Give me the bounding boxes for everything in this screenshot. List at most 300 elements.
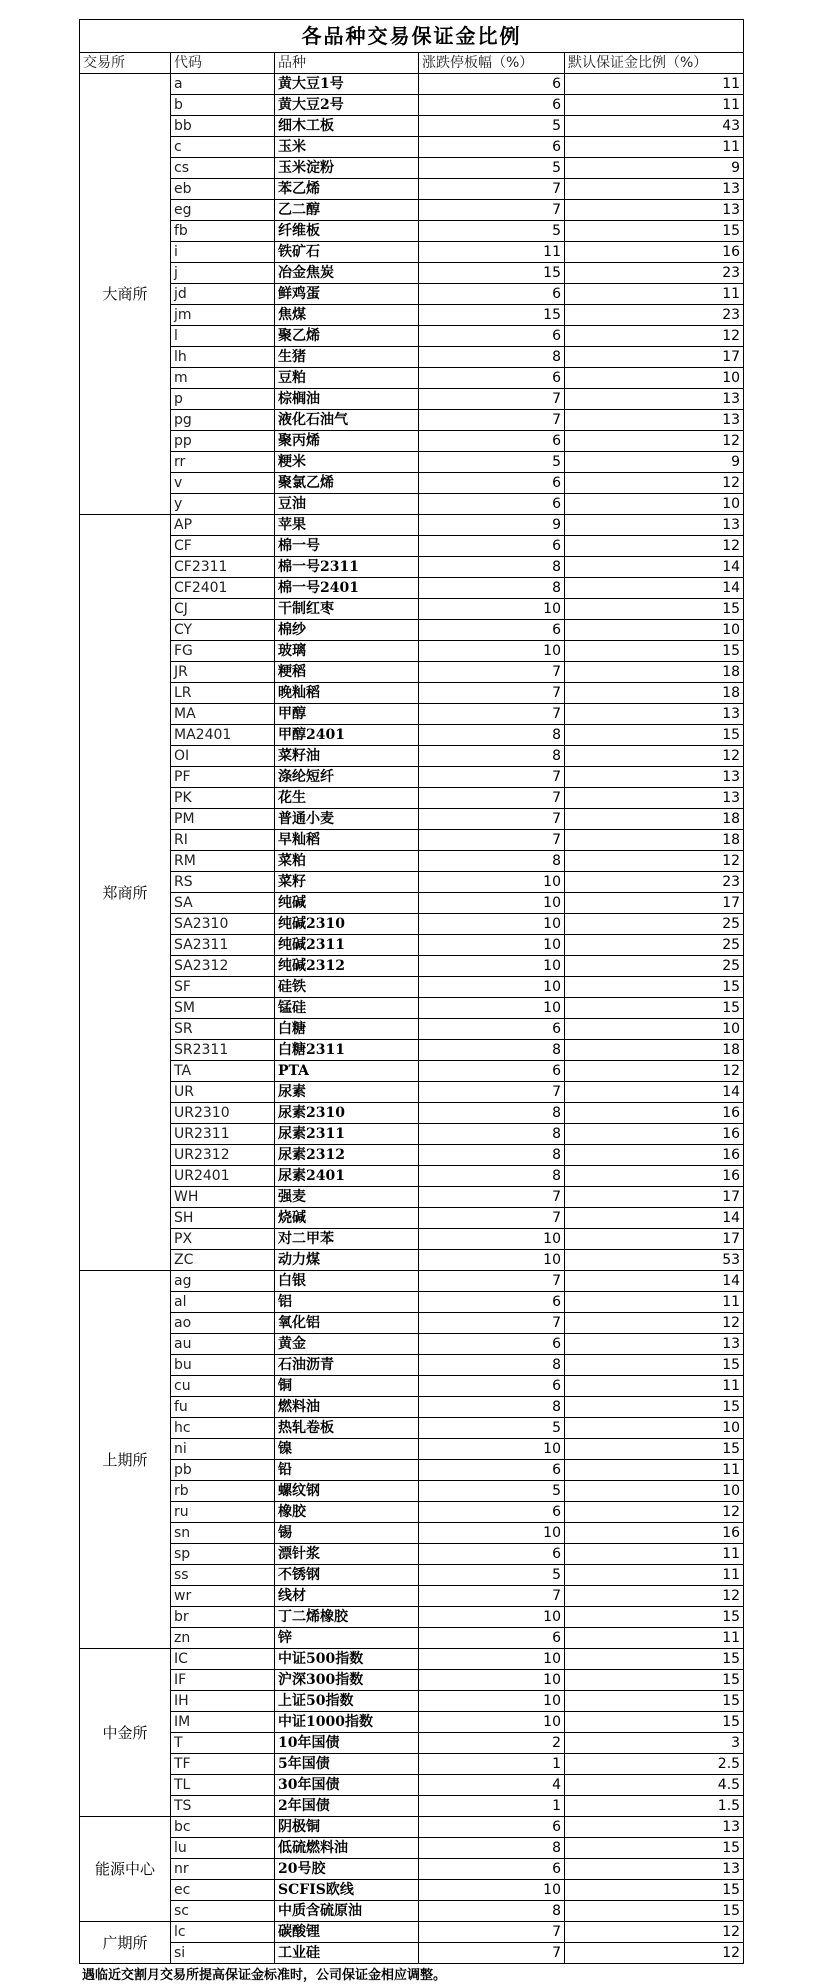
- limit-cell: 5: [419, 1418, 565, 1439]
- table-row: [80, 977, 744, 998]
- limit-cell: 1: [419, 1796, 565, 1817]
- margin-cell: 23: [565, 305, 744, 326]
- table-row: [80, 578, 744, 599]
- limit-cell: 10: [419, 872, 565, 893]
- code-cell: ss: [171, 1565, 275, 1586]
- code-cell: CF: [171, 536, 275, 557]
- table-row: [80, 1208, 744, 1229]
- code-cell: UR2311: [171, 1124, 275, 1145]
- code-cell: LR: [171, 683, 275, 704]
- variety-cell: 30年国债: [275, 1775, 419, 1796]
- code-cell: au: [171, 1334, 275, 1355]
- code-cell: p: [171, 389, 275, 410]
- code-cell: JR: [171, 662, 275, 683]
- margin-cell: 25: [565, 956, 744, 977]
- table-row: [80, 242, 744, 263]
- code-cell: AP: [171, 515, 275, 536]
- header-variety: 品种: [275, 53, 419, 74]
- variety-cell: 锌: [275, 1628, 419, 1649]
- exchange-cell: 能源中心: [80, 1817, 171, 1922]
- code-cell: ni: [171, 1439, 275, 1460]
- variety-cell: 生猪: [275, 347, 419, 368]
- limit-cell: 7: [419, 683, 565, 704]
- table-row: [80, 1796, 744, 1817]
- limit-cell: 8: [419, 1901, 565, 1922]
- table-row: [80, 956, 744, 977]
- margin-cell: 11: [565, 1376, 744, 1397]
- limit-cell: 5: [419, 1481, 565, 1502]
- code-cell: bb: [171, 116, 275, 137]
- variety-cell: 中质含硫原油: [275, 1901, 419, 1922]
- table-row: [80, 620, 744, 641]
- table-row: [80, 515, 744, 536]
- limit-cell: 6: [419, 1334, 565, 1355]
- code-cell: cs: [171, 158, 275, 179]
- variety-cell: 液化石油气: [275, 410, 419, 431]
- table-row: [80, 1481, 744, 1502]
- margin-cell: 10: [565, 1481, 744, 1502]
- code-cell: sn: [171, 1523, 275, 1544]
- margin-cell: 15: [565, 1607, 744, 1628]
- table-row: [80, 116, 744, 137]
- code-cell: si: [171, 1943, 275, 1964]
- variety-cell: 棕榈油: [275, 389, 419, 410]
- code-cell: PF: [171, 767, 275, 788]
- table-row: [80, 662, 744, 683]
- variety-cell: 低硫燃料油: [275, 1838, 419, 1859]
- table-row: [80, 158, 744, 179]
- sheet-title: 各品种交易保证金比例: [80, 20, 744, 53]
- table-row: [80, 1838, 744, 1859]
- code-cell: eb: [171, 179, 275, 200]
- margin-cell: 13: [565, 788, 744, 809]
- code-cell: SF: [171, 977, 275, 998]
- variety-cell: 不锈钢: [275, 1565, 419, 1586]
- table-row: [80, 368, 744, 389]
- margin-cell: 15: [565, 1838, 744, 1859]
- variety-cell: 对二甲苯: [275, 1229, 419, 1250]
- margin-cell: 15: [565, 1880, 744, 1901]
- variety-cell: 纤维板: [275, 221, 419, 242]
- exchange-cell: 广期所: [80, 1922, 171, 1964]
- table-row: [80, 1355, 744, 1376]
- code-cell: TS: [171, 1796, 275, 1817]
- code-cell: UR2312: [171, 1145, 275, 1166]
- limit-cell: 6: [419, 368, 565, 389]
- limit-cell: 7: [419, 1187, 565, 1208]
- margin-cell: 16: [565, 1103, 744, 1124]
- limit-cell: 8: [419, 746, 565, 767]
- code-cell: CF2401: [171, 578, 275, 599]
- table-row: [80, 1460, 744, 1481]
- table-row: [80, 1145, 744, 1166]
- variety-cell: 普通小麦: [275, 809, 419, 830]
- variety-cell: 石油沥青: [275, 1355, 419, 1376]
- code-cell: PK: [171, 788, 275, 809]
- limit-cell: 6: [419, 137, 565, 158]
- code-cell: al: [171, 1292, 275, 1313]
- limit-cell: 5: [419, 116, 565, 137]
- margin-cell: 15: [565, 1901, 744, 1922]
- variety-cell: 聚氯乙烯: [275, 473, 419, 494]
- table-row: [80, 704, 744, 725]
- table-row: [80, 1040, 744, 1061]
- limit-cell: 7: [419, 830, 565, 851]
- table-row: [80, 200, 744, 221]
- limit-cell: 10: [419, 893, 565, 914]
- table-row: [80, 1607, 744, 1628]
- margin-cell: 12: [565, 1313, 744, 1334]
- limit-cell: 6: [419, 1817, 565, 1838]
- code-cell: rb: [171, 1481, 275, 1502]
- code-cell: SH: [171, 1208, 275, 1229]
- margin-cell: 14: [565, 578, 744, 599]
- margin-cell: 23: [565, 872, 744, 893]
- table-row: [80, 641, 744, 662]
- variety-cell: 纯碱2312: [275, 956, 419, 977]
- margin-cell: 13: [565, 1859, 744, 1880]
- code-cell: b: [171, 95, 275, 116]
- limit-cell: 7: [419, 410, 565, 431]
- table-row: [80, 1880, 744, 1901]
- margin-cell: 11: [565, 1628, 744, 1649]
- code-cell: ec: [171, 1880, 275, 1901]
- variety-cell: 烧碱: [275, 1208, 419, 1229]
- code-cell: RM: [171, 851, 275, 872]
- table-row: [80, 1817, 744, 1838]
- exchange-cell: 郑商所: [80, 515, 171, 1271]
- code-cell: i: [171, 242, 275, 263]
- variety-cell: 晚籼稻: [275, 683, 419, 704]
- variety-cell: 豆粕: [275, 368, 419, 389]
- header-row: [80, 53, 744, 74]
- margin-cell: 18: [565, 1040, 744, 1061]
- limit-cell: 10: [419, 935, 565, 956]
- code-cell: UR2401: [171, 1166, 275, 1187]
- code-cell: jd: [171, 284, 275, 305]
- margin-cell: 13: [565, 767, 744, 788]
- table-row: [80, 1166, 744, 1187]
- limit-cell: 9: [419, 515, 565, 536]
- margin-cell: 12: [565, 1922, 744, 1943]
- margin-ratio-sheet: [79, 19, 743, 1964]
- margin-cell: 13: [565, 1817, 744, 1838]
- limit-cell: 6: [419, 1628, 565, 1649]
- exchange-cell: 上期所: [80, 1271, 171, 1649]
- table-row: [80, 137, 744, 158]
- margin-cell: 15: [565, 1355, 744, 1376]
- variety-cell: 尿素2311: [275, 1124, 419, 1145]
- limit-cell: 5: [419, 221, 565, 242]
- variety-cell: 粳米: [275, 452, 419, 473]
- margin-cell: 16: [565, 1124, 744, 1145]
- limit-cell: 6: [419, 95, 565, 116]
- variety-cell: 焦煤: [275, 305, 419, 326]
- table-row: [80, 1250, 744, 1271]
- limit-cell: 4: [419, 1775, 565, 1796]
- margin-cell: 15: [565, 725, 744, 746]
- margin-cell: 12: [565, 1586, 744, 1607]
- table-row: [80, 95, 744, 116]
- table-row: [80, 1334, 744, 1355]
- limit-cell: 10: [419, 1229, 565, 1250]
- variety-cell: 黄大豆1号: [275, 74, 419, 95]
- table-row: [80, 389, 744, 410]
- code-cell: pp: [171, 431, 275, 452]
- variety-cell: 苯乙烯: [275, 179, 419, 200]
- table-row: [80, 1271, 744, 1292]
- code-cell: ag: [171, 1271, 275, 1292]
- variety-cell: PTA: [275, 1061, 419, 1082]
- limit-cell: 6: [419, 536, 565, 557]
- limit-cell: 10: [419, 1250, 565, 1271]
- limit-cell: 10: [419, 1691, 565, 1712]
- variety-cell: 碳酸锂: [275, 1922, 419, 1943]
- code-cell: pg: [171, 410, 275, 431]
- variety-cell: 硅铁: [275, 977, 419, 998]
- limit-cell: 6: [419, 1460, 565, 1481]
- margin-cell: 13: [565, 389, 744, 410]
- table-row: [80, 1733, 744, 1754]
- margin-cell: 12: [565, 1943, 744, 1964]
- margin-cell: 3: [565, 1733, 744, 1754]
- limit-cell: 10: [419, 1670, 565, 1691]
- limit-cell: 10: [419, 914, 565, 935]
- margin-cell: 15: [565, 1397, 744, 1418]
- table-row: [80, 1502, 744, 1523]
- margin-cell: 16: [565, 242, 744, 263]
- limit-cell: 10: [419, 641, 565, 662]
- table-row: [80, 410, 744, 431]
- code-cell: lh: [171, 347, 275, 368]
- margin-cell: 15: [565, 1670, 744, 1691]
- header-code: 代码: [171, 53, 275, 74]
- code-cell: a: [171, 74, 275, 95]
- variety-cell: 聚乙烯: [275, 326, 419, 347]
- margin-cell: 15: [565, 1439, 744, 1460]
- code-cell: hc: [171, 1418, 275, 1439]
- margin-cell: 15: [565, 641, 744, 662]
- table-row: [80, 746, 744, 767]
- variety-cell: 中证500指数: [275, 1649, 419, 1670]
- limit-cell: 8: [419, 1124, 565, 1145]
- limit-cell: 8: [419, 725, 565, 746]
- limit-cell: 7: [419, 179, 565, 200]
- code-cell: nr: [171, 1859, 275, 1880]
- table-row: [80, 1628, 744, 1649]
- table-row: [80, 1712, 744, 1733]
- table-row: [80, 1649, 744, 1670]
- code-cell: SM: [171, 998, 275, 1019]
- table-row: [80, 1943, 744, 1964]
- margin-cell: 53: [565, 1250, 744, 1271]
- table-row: [80, 347, 744, 368]
- variety-cell: 菜籽油: [275, 746, 419, 767]
- footer-note: 遇临近交割月交易所提高保证金标准时，公司保证金相应调整。: [82, 1968, 447, 1983]
- code-cell: SA2312: [171, 956, 275, 977]
- limit-cell: 8: [419, 1397, 565, 1418]
- limit-cell: 6: [419, 1292, 565, 1313]
- margin-cell: 11: [565, 1460, 744, 1481]
- margin-cell: 17: [565, 347, 744, 368]
- limit-cell: 10: [419, 998, 565, 1019]
- margin-cell: 14: [565, 557, 744, 578]
- table-row: [80, 830, 744, 851]
- code-cell: rr: [171, 452, 275, 473]
- margin-cell: 18: [565, 683, 744, 704]
- variety-cell: 铁矿石: [275, 242, 419, 263]
- table-row: [80, 599, 744, 620]
- variety-cell: 阴极铜: [275, 1817, 419, 1838]
- variety-cell: 棉一号2401: [275, 578, 419, 599]
- margin-cell: 12: [565, 851, 744, 872]
- variety-cell: 燃料油: [275, 1397, 419, 1418]
- code-cell: T: [171, 1733, 275, 1754]
- variety-cell: 锡: [275, 1523, 419, 1544]
- variety-cell: 棉纱: [275, 620, 419, 641]
- margin-cell: 12: [565, 326, 744, 347]
- code-cell: v: [171, 473, 275, 494]
- limit-cell: 10: [419, 977, 565, 998]
- table-row: [80, 452, 744, 473]
- margin-cell: 12: [565, 746, 744, 767]
- limit-cell: 7: [419, 1208, 565, 1229]
- code-cell: OI: [171, 746, 275, 767]
- code-cell: br: [171, 1607, 275, 1628]
- table-row: [80, 1859, 744, 1880]
- code-cell: c: [171, 137, 275, 158]
- code-cell: FG: [171, 641, 275, 662]
- variety-cell: 白糖: [275, 1019, 419, 1040]
- table-row: [80, 1523, 744, 1544]
- limit-cell: 7: [419, 788, 565, 809]
- limit-cell: 10: [419, 1649, 565, 1670]
- variety-cell: 热轧卷板: [275, 1418, 419, 1439]
- margin-cell: 16: [565, 1166, 744, 1187]
- margin-cell: 9: [565, 452, 744, 473]
- table-row: [80, 284, 744, 305]
- table-row: [80, 536, 744, 557]
- margin-cell: 23: [565, 263, 744, 284]
- table-row: [80, 1544, 744, 1565]
- margin-cell: 12: [565, 1061, 744, 1082]
- code-cell: l: [171, 326, 275, 347]
- code-cell: m: [171, 368, 275, 389]
- margin-cell: 13: [565, 1334, 744, 1355]
- table-row: [80, 1397, 744, 1418]
- variety-cell: 棉一号2311: [275, 557, 419, 578]
- limit-cell: 8: [419, 578, 565, 599]
- code-cell: IC: [171, 1649, 275, 1670]
- margin-cell: 11: [565, 95, 744, 116]
- limit-cell: 6: [419, 431, 565, 452]
- table-row: [80, 788, 744, 809]
- code-cell: zn: [171, 1628, 275, 1649]
- variety-cell: 白银: [275, 1271, 419, 1292]
- variety-cell: 线材: [275, 1586, 419, 1607]
- margin-cell: 15: [565, 221, 744, 242]
- code-cell: fu: [171, 1397, 275, 1418]
- table-row: [80, 557, 744, 578]
- margin-cell: 11: [565, 74, 744, 95]
- limit-cell: 10: [419, 599, 565, 620]
- header-exchange: 交易所: [80, 53, 171, 74]
- table-row: [80, 893, 744, 914]
- variety-cell: 鲜鸡蛋: [275, 284, 419, 305]
- limit-cell: 5: [419, 1565, 565, 1586]
- code-cell: bu: [171, 1355, 275, 1376]
- margin-cell: 12: [565, 536, 744, 557]
- variety-cell: 纯碱2311: [275, 935, 419, 956]
- table-row: [80, 935, 744, 956]
- code-cell: CY: [171, 620, 275, 641]
- variety-cell: 白糖2311: [275, 1040, 419, 1061]
- table-row: [80, 1691, 744, 1712]
- limit-cell: 6: [419, 326, 565, 347]
- code-cell: CJ: [171, 599, 275, 620]
- variety-cell: SCFIS欧线: [275, 1880, 419, 1901]
- table-row: [80, 683, 744, 704]
- margin-cell: 11: [565, 1544, 744, 1565]
- variety-cell: 玉米淀粉: [275, 158, 419, 179]
- limit-cell: 1: [419, 1754, 565, 1775]
- table-row: [80, 1754, 744, 1775]
- code-cell: TF: [171, 1754, 275, 1775]
- code-cell: bc: [171, 1817, 275, 1838]
- limit-cell: 6: [419, 284, 565, 305]
- header-limit: 涨跌停板幅（%）: [419, 53, 565, 74]
- code-cell: ao: [171, 1313, 275, 1334]
- margin-cell: 11: [565, 1565, 744, 1586]
- table-row: [80, 1229, 744, 1250]
- margin-cell: 1.5: [565, 1796, 744, 1817]
- margin-cell: 13: [565, 704, 744, 725]
- variety-cell: 纯碱2310: [275, 914, 419, 935]
- margin-cell: 13: [565, 179, 744, 200]
- table-row: [80, 221, 744, 242]
- limit-cell: 10: [419, 1607, 565, 1628]
- table-row: [80, 767, 744, 788]
- code-cell: ru: [171, 1502, 275, 1523]
- limit-cell: 15: [419, 305, 565, 326]
- variety-cell: 纯碱: [275, 893, 419, 914]
- table-row: [80, 494, 744, 515]
- limit-cell: 7: [419, 1922, 565, 1943]
- limit-cell: 8: [419, 1040, 565, 1061]
- variety-cell: 上证50指数: [275, 1691, 419, 1712]
- margin-cell: 12: [565, 473, 744, 494]
- table-row: [80, 1103, 744, 1124]
- code-cell: fb: [171, 221, 275, 242]
- table-row: [80, 305, 744, 326]
- table-row: [80, 998, 744, 1019]
- margin-table: [79, 19, 744, 1964]
- table-row: [80, 326, 744, 347]
- variety-cell: 玉米: [275, 137, 419, 158]
- variety-cell: 铝: [275, 1292, 419, 1313]
- margin-cell: 15: [565, 599, 744, 620]
- limit-cell: 6: [419, 1019, 565, 1040]
- limit-cell: 7: [419, 1271, 565, 1292]
- limit-cell: 8: [419, 557, 565, 578]
- margin-cell: 10: [565, 368, 744, 389]
- code-cell: UR: [171, 1082, 275, 1103]
- limit-cell: 8: [419, 347, 565, 368]
- variety-cell: 2年国债: [275, 1796, 419, 1817]
- limit-cell: 6: [419, 1502, 565, 1523]
- table-row: [80, 1922, 744, 1943]
- variety-cell: 黄大豆2号: [275, 95, 419, 116]
